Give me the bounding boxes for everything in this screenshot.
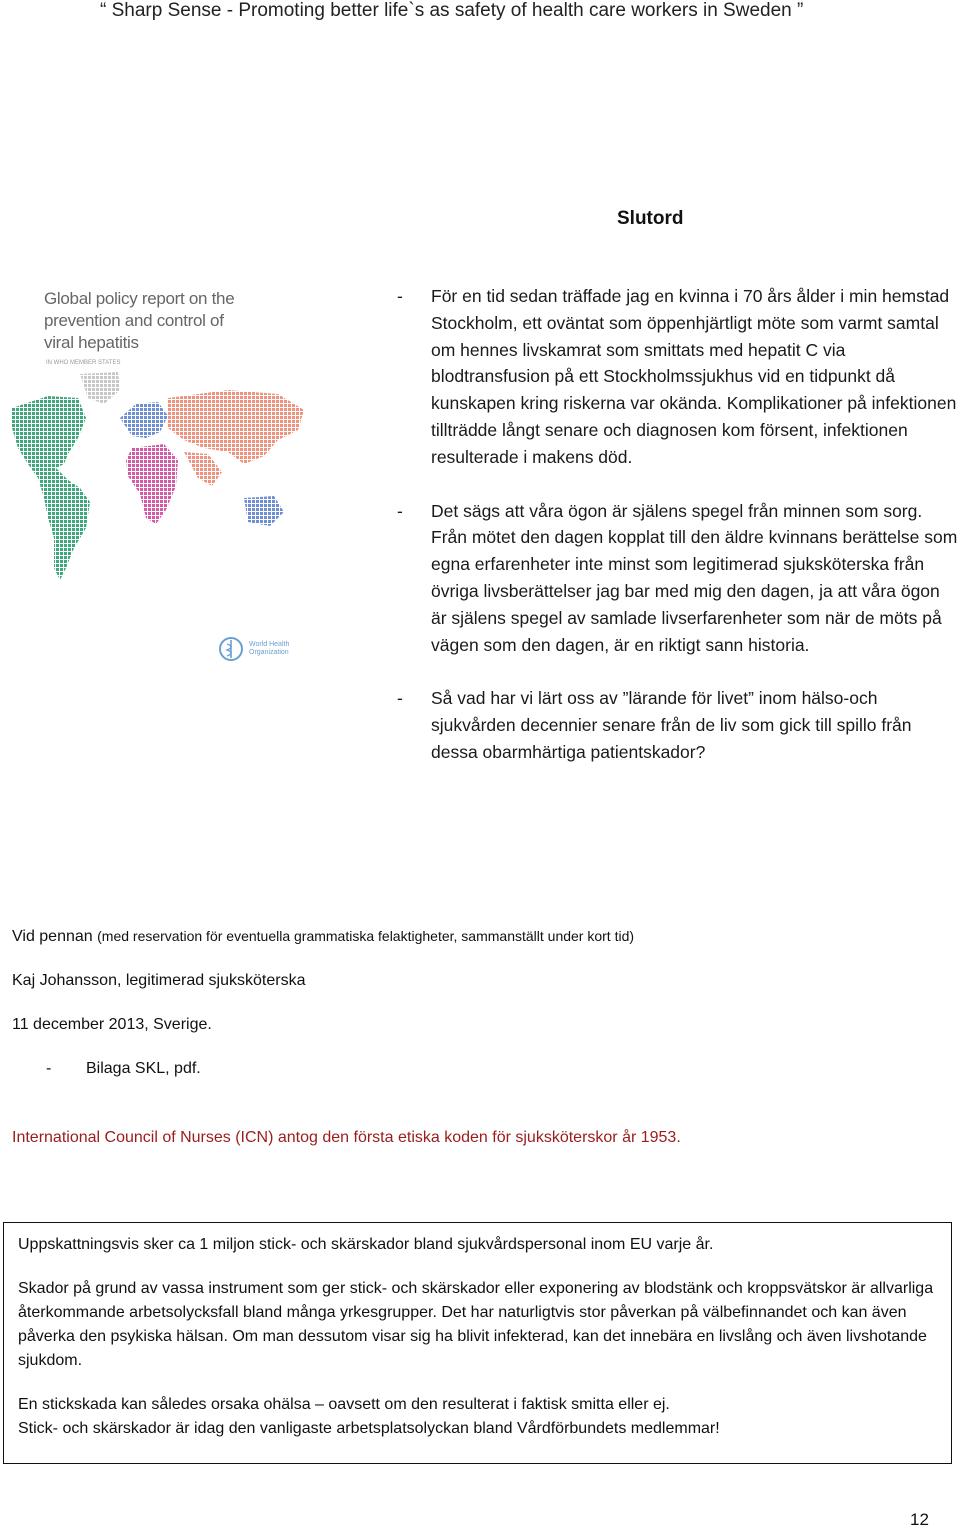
who-logo — [218, 633, 298, 665]
who-logo-text — [249, 641, 289, 657]
pen-line — [12, 928, 634, 946]
bullet-item — [397, 685, 960, 765]
who-emblem-icon — [218, 636, 244, 662]
icn-note: International Council of Nurses (ICN) antog den första etiska koden för sjuksköterskor år 1953. — [12, 1129, 681, 1146]
info-box — [3, 1222, 952, 1464]
bullet-item — [397, 283, 960, 471]
author-line: Kaj Johansson, legitimerad sjuksköterska — [12, 972, 306, 989]
reflection-bullet-list — [397, 283, 960, 766]
who-logo-line: World Health — [249, 641, 290, 648]
cover-subtitle: IN WHO MEMBER STATES — [46, 360, 121, 366]
bullet-text: Det sägs att våra ögon är själens spegel från minnen som sorg. Från mötet den dagen kopplat till den äldre kvinnans berättelse som egna erfarenheter inte minst som legitimerad sjuksköterska från övriga livsberättelser jag bar med mig den dagen, ja att våra ögon är själens spegel av samlade livserfarenheter som när de möts på vägen som den dagen, är en riktigt sann historia. — [431, 500, 958, 655]
greenland-region — [80, 372, 120, 404]
americas-region — [12, 396, 90, 580]
bullet-dash: - — [397, 688, 403, 709]
info-paragraph: Stick- och skärskador är idag den vanligaste arbetsplatsolyckan bland Vårdförbundets medlemmar! — [18, 1420, 720, 1438]
pen-label: Vid pennan — [12, 928, 93, 945]
cover-title-line: prevention and control of — [44, 311, 224, 330]
info-paragraph: Skador på grund av vassa instrument som ger stick- och skärskador eller exponering av blodstänk och kroppsvätskor är allvarliga återkommande arbetsolycksfall bland många yrkesgrupper. Det har naturligtvis stor påverkan på välbefinnandet och kan även påverka den psykiska hälsan. Om man dessutom visar sig ha blivit infekterad, kan det innebära en livslång och även livshotande sjukdom. — [18, 1279, 934, 1370]
date-line: 11 december 2013, Sverige. — [12, 1016, 212, 1033]
attachment-line — [46, 1060, 201, 1078]
report-cover-image — [8, 278, 308, 678]
bullet-item — [397, 498, 960, 659]
attachment-dash: - — [46, 1060, 52, 1077]
oceania-region — [244, 496, 284, 526]
cover-title-line: viral hepatitis — [44, 333, 139, 352]
bullet-dash: - — [397, 286, 403, 306]
section-title: Slutord — [617, 208, 684, 229]
bullet-text: För en tid sedan träffade jag en kvinna i 70 års ålder i min hemstad Stockholm, ett oväntat som öppenhjärtligt möte som varmt samtal om hennes livskamrat som smittats med hepatit C via blodtransfusion på ett Stockholmssjukhus vid en tidpunkt då kunskapen kring riskerna var okända. Komplikationer på infektionen tillträdde långt senare och diagnosen kom försent, infektionen resulterade i makens död. — [431, 286, 957, 467]
bullet-text: Så vad har vi lärt oss av ”lärande för livet” inom hälso-och sjukvården decennier senare från de liv som gick till spillo från dessa obarmhärtiga patientskador? — [431, 688, 912, 762]
info-paragraph: Uppskattningsvis sker ca 1 miljon stick- och skärskador bland sjukvårdspersonal inom EU varje år. — [18, 1236, 714, 1253]
europe-region — [120, 402, 168, 438]
pen-note: (med reservation för eventuella grammatiska felaktigheter, sammanställt under kort tid) — [97, 928, 635, 944]
world-map-graphic — [8, 368, 308, 618]
who-logo-line: Organization — [249, 649, 289, 656]
africa-region — [126, 444, 178, 524]
page-header: “ Sharp Sense - Promoting better life`s as safety of health care workers in Sweden ” — [100, 0, 804, 21]
info-paragraph: En stickskada kan således orsaka ohälsa – oavsett om den resulterat i faktisk smitta eller ej. — [18, 1396, 670, 1414]
bullet-dash: - — [397, 500, 403, 521]
attachment-text: Bilaga SKL, pdf. — [86, 1060, 201, 1077]
cover-title-line: Global policy report on the — [44, 289, 235, 308]
cover-title — [44, 288, 304, 354]
south-asia-region — [184, 452, 222, 486]
page-number: 12 — [910, 1510, 929, 1529]
